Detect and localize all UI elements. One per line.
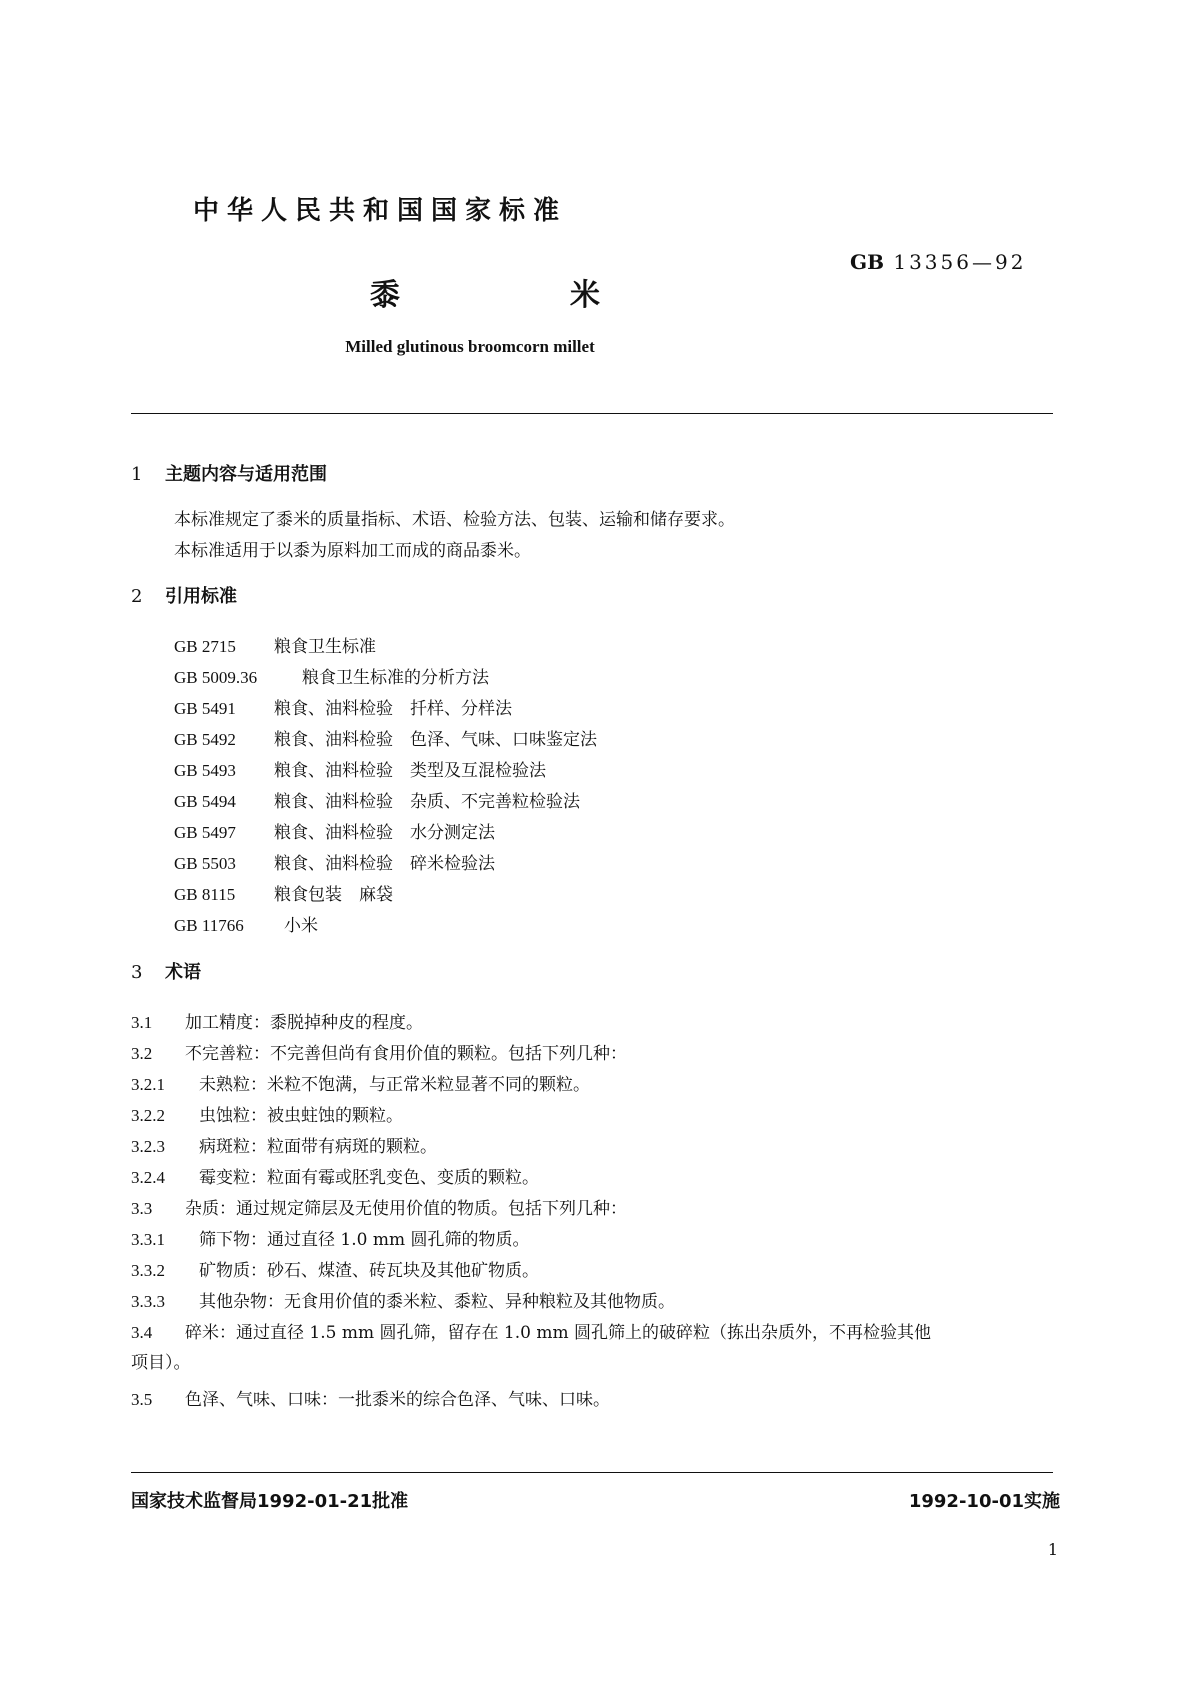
term-text: 矿物质：砂石、煤渣、砖瓦块及其他矿物质。 [199,1261,539,1281]
term-number: 3.3.1 [131,1230,165,1249]
section-2-heading [131,582,237,608]
standard-code-number: 13356—92 [893,250,1027,274]
term-number: 3.3.2 [131,1261,165,1280]
term-text: 霉变粒：粒面有霉或胚乳变色、变质的颗粒。 [199,1168,539,1188]
reference-code: GB 5503 [174,854,236,873]
reference-title: 粮食、油料检验 扦样、分样法 [274,699,512,719]
reference-item [174,694,512,719]
term-item [131,1163,539,1188]
section-1-paragraph-2: 本标准适用于以黍为原料加工而成的商品黍米。 [174,541,531,561]
term-number: 3.2.2 [131,1106,165,1125]
reference-title: 粮食、油料检验 色泽、气味、口味鉴定法 [274,730,597,750]
reference-code: GB 5009.36 [174,668,258,687]
term-item-continuation [131,1348,191,1373]
reference-item [174,756,546,781]
term-number: 3.1 [131,1013,153,1032]
term-item [131,1070,590,1095]
reference-title: 粮食、油料检验 杂质、不完善粒检验法 [274,792,580,812]
reference-code: GB 2715 [174,637,236,656]
term-number: 3.4 [131,1323,153,1342]
section-3-number: 3 [131,962,143,983]
section-3-heading [131,958,201,984]
reference-item [174,911,318,936]
section-1-number: 1 [131,464,143,485]
section-1-paragraph-1: 本标准规定了黍米的质量指标、术语、检验方法、包装、运输和储存要求。 [174,510,735,530]
term-item [131,1256,539,1281]
section-1-heading [131,460,327,486]
term-number: 3.3.3 [131,1292,165,1311]
reference-item [174,663,489,688]
term-item [131,1039,627,1064]
term-number: 3.5 [131,1390,153,1409]
term-text: 项目）。 [131,1353,191,1373]
term-number: 3.2.3 [131,1137,165,1156]
term-item [131,1385,610,1410]
term-number: 3.3 [131,1199,153,1218]
document-title [370,270,600,314]
term-item [131,1101,403,1126]
header-rule [131,413,1053,414]
term-text: 虫蚀粒：被虫蛀蚀的颗粒。 [199,1106,403,1126]
reference-code: GB 5494 [174,792,236,811]
term-text: 碎米：通过直径 1.5 mm 圆孔筛，留存在 1.0 mm 圆孔筛上的破碎粒（拣出杂质外，不再检验其他 [185,1323,931,1343]
section-2-title: 引用标准 [165,586,237,607]
reference-code: GB 5492 [174,730,236,749]
reference-title: 粮食、油料检验 类型及互混检验法 [274,761,546,781]
title-char-2: 米 [570,278,600,313]
reference-item [174,880,393,905]
term-item [131,1318,931,1343]
reference-item [174,725,597,750]
reference-item [174,787,580,812]
term-text: 杂质：通过规定筛层及无使用价值的物质。包括下列几种： [185,1199,627,1219]
term-item [131,1225,530,1250]
authority-title: 中华人民共和国国家标准 [192,196,567,226]
term-number: 3.2.4 [131,1168,165,1187]
effective-date: 1992-10-01实施 [908,1491,1060,1512]
reference-title: 粮食卫生标准的分析方法 [302,668,489,688]
term-item [131,1287,675,1312]
reference-code: GB 5491 [174,699,236,718]
standard-code-prefix: GB [850,250,884,274]
term-item [131,1132,437,1157]
term-text: 筛下物：通过直径 1.0 mm 圆孔筛的物质。 [199,1230,530,1250]
term-item [131,1194,627,1219]
footer-rule [131,1472,1053,1473]
term-number: 3.2 [131,1044,153,1063]
term-number: 3.2.1 [131,1075,165,1094]
reference-title: 粮食包装 麻袋 [274,885,393,905]
english-title: Milled glutinous broomcorn millet [345,337,595,356]
title-char-1: 黍 [370,278,400,313]
term-text: 其他杂物：无食用价值的黍米粒、黍粒、异种粮粒及其他物质。 [199,1292,675,1312]
reference-title: 粮食卫生标准 [274,637,376,657]
reference-item [174,818,495,843]
page-number: 1 [1047,1540,1058,1559]
reference-code: GB 8115 [174,885,236,904]
standard-code [850,250,1026,274]
section-2-number: 2 [131,586,143,607]
reference-title: 小米 [284,916,318,936]
term-item [131,1008,423,1033]
reference-code: GB 11766 [174,916,244,935]
reference-code: GB 5497 [174,823,236,842]
approval-date: 国家技术监督局1992-01-21批准 [131,1491,409,1512]
term-text: 病斑粒：粒面带有病斑的颗粒。 [199,1137,437,1157]
section-1-title: 主题内容与适用范围 [165,464,327,485]
term-text: 色泽、气味、口味：一批黍米的综合色泽、气味、口味。 [185,1390,610,1410]
term-text: 加工精度：黍脱掉种皮的程度。 [185,1013,423,1033]
reference-item [174,849,495,874]
term-text: 不完善粒：不完善但尚有食用价值的颗粒。包括下列几种： [185,1044,627,1064]
reference-item [174,632,376,657]
section-3-title: 术语 [165,962,201,983]
reference-code: GB 5493 [174,761,236,780]
reference-title: 粮食、油料检验 水分测定法 [274,823,495,843]
term-text: 未熟粒：米粒不饱满，与正常米粒显著不同的颗粒。 [199,1075,590,1095]
reference-title: 粮食、油料检验 碎米检验法 [274,854,495,874]
